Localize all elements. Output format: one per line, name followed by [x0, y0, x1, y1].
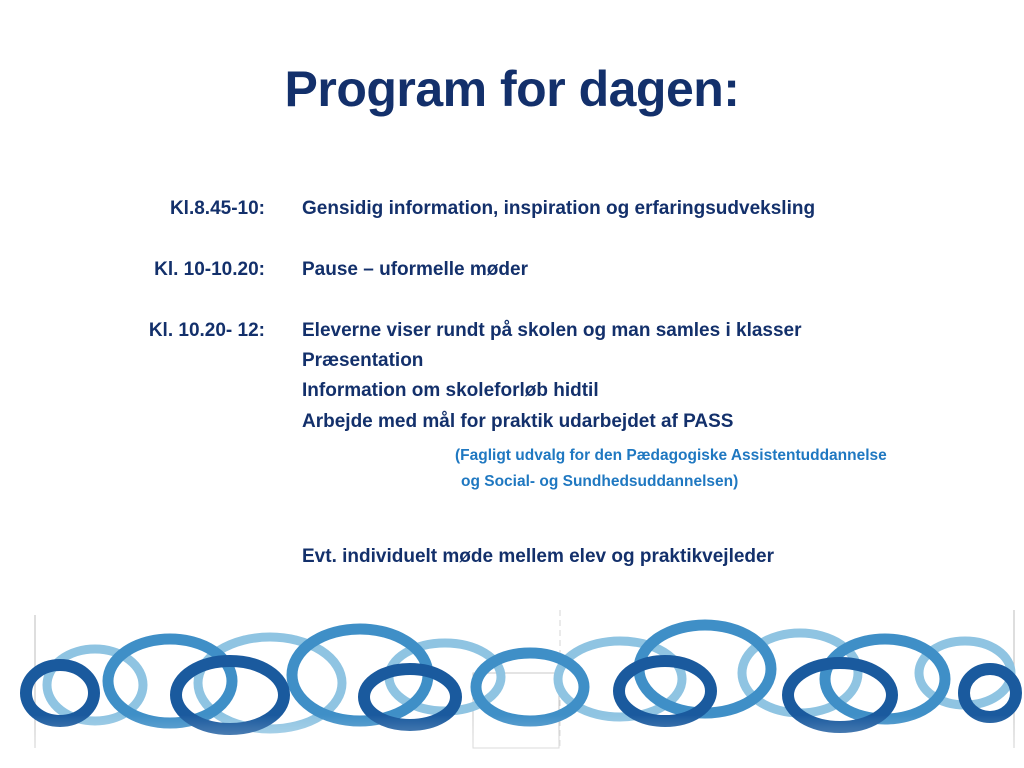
slide-title: Program for dagen: [284, 61, 740, 117]
note-line-2: og Social- og Sundhedsuddannelsen) [461, 473, 739, 490]
schedule-time-2: Kl. 10-10.20: [154, 259, 265, 280]
schedule-item-1-line-1: Gensidig information, inspiration og erfaringsudveksling [302, 198, 816, 219]
schedule-item-3-line-3: Information om skoleforløb hidtil [302, 380, 599, 401]
schedule-item-2-line-1: Pause – uformelle møder [302, 259, 528, 280]
schedule-item-3-line-2: Præsentation [302, 350, 424, 371]
schedule-item-3-line-4: Arbejde med mål for praktik udarbejdet af PASS [302, 411, 734, 432]
schedule-time-3: Kl. 10.20- 12: [148, 320, 265, 341]
final-line: Evt. individuelt møde mellem elev og praktikvejleder [302, 546, 774, 567]
schedule-item-3-line-1: Eleverne viser rundt på skolen og man samles i klasser [302, 320, 802, 341]
note-line-1: (Fagligt udvalg for den Pædagogiske Assistentuddannelse [455, 447, 887, 464]
interlocking-rings-band-icon [0, 605, 1024, 768]
schedule-time-1: Kl.8.45-10: [169, 198, 265, 219]
